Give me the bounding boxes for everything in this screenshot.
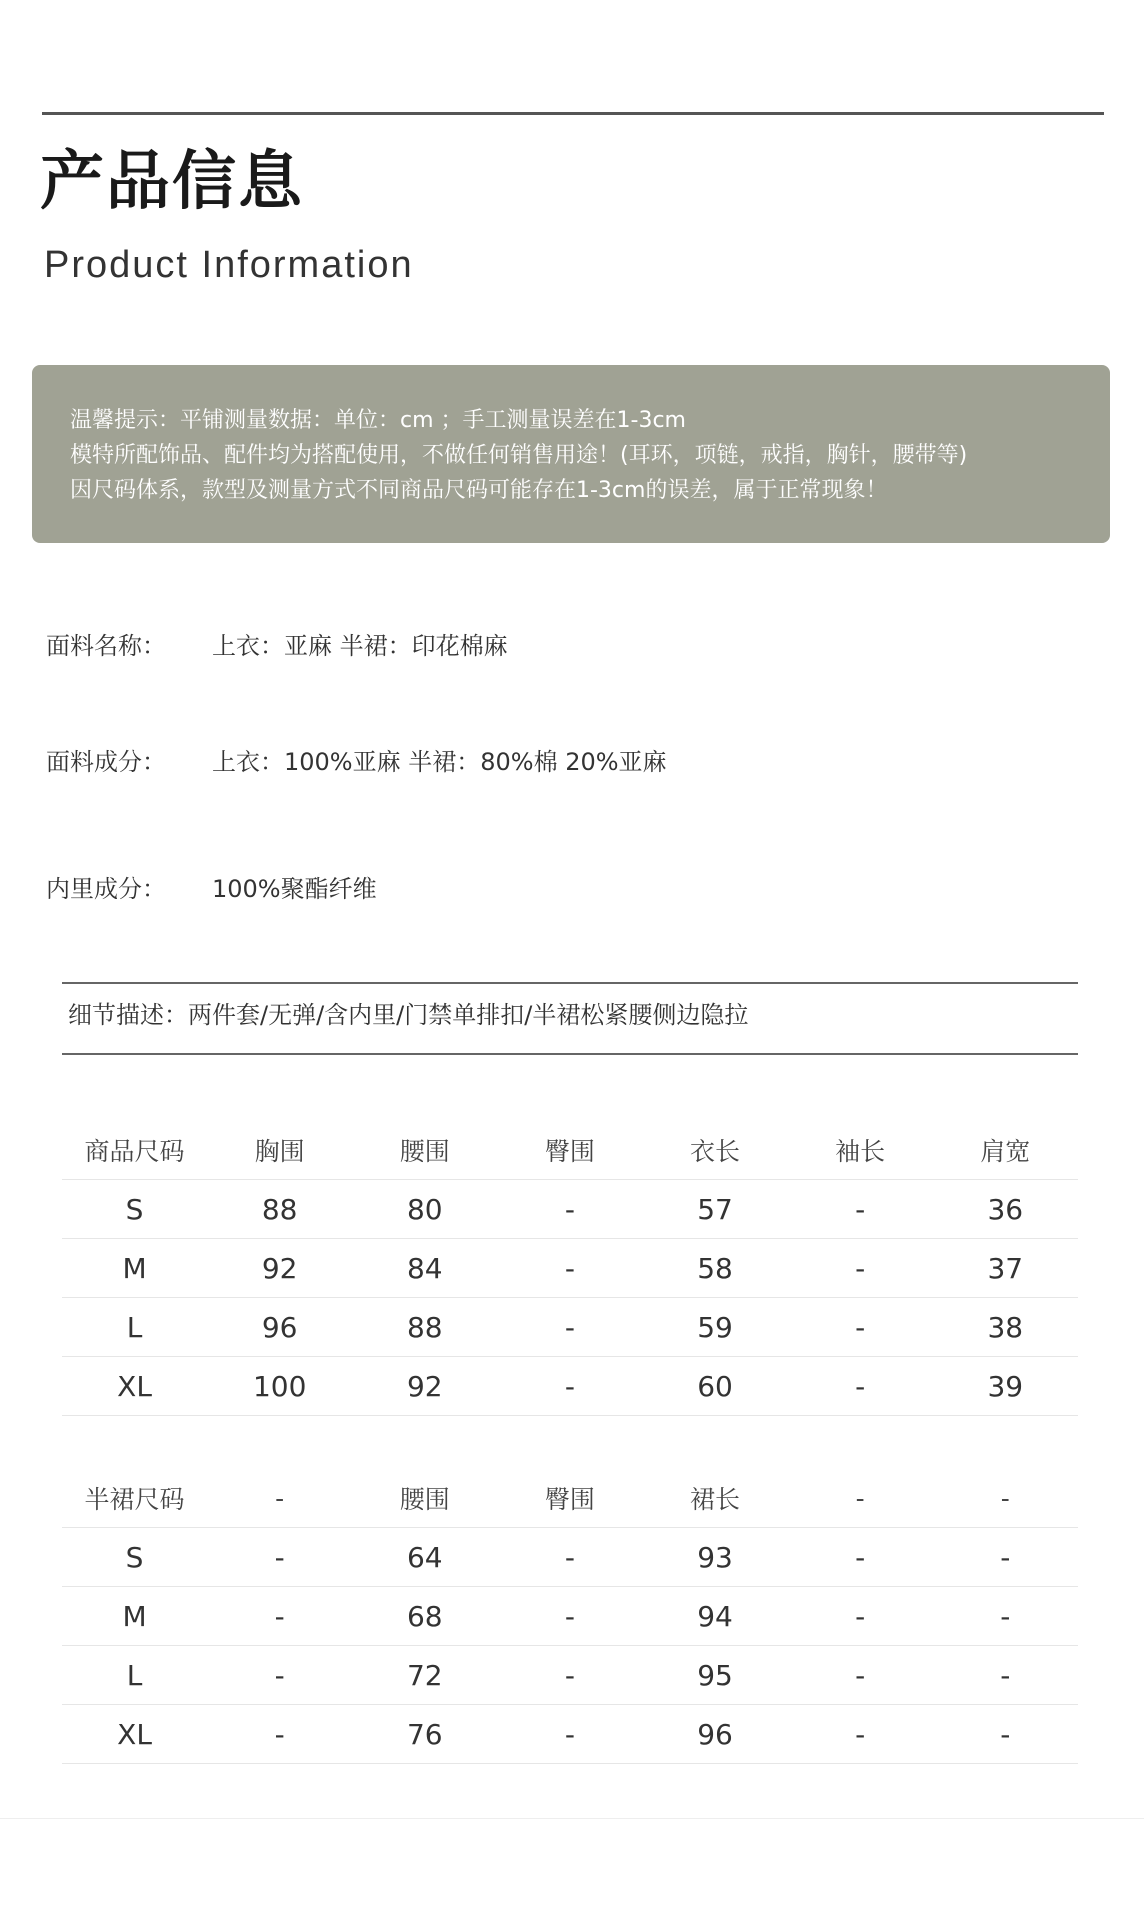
table-row [62,1705,1078,1764]
detail-description: 细节描述：两件套/无弹/含内里/门禁单排扣/半裙松紧腰侧边隐拉 [68,1001,749,1029]
notice-line: 温馨提示：平铺测量数据：单位：cm ；手工测量误差在1-3cm [70,408,686,433]
table-row [62,1298,1078,1357]
table-header-row [62,1469,1078,1528]
table-cell: 96 [261,1310,298,1344]
table-cell: 64 [406,1540,443,1574]
table-cell: 80 [406,1192,443,1226]
table-cell: 76 [406,1717,443,1751]
table-row [62,1239,1078,1298]
table-cell: 93 [697,1540,733,1574]
top-divider [42,112,1104,115]
table-cell: 88 [261,1192,298,1226]
table-cell: - [855,1717,866,1751]
table-cell: XL [117,1717,152,1751]
table-cell: - [564,1369,575,1403]
table-cell: 95 [697,1658,733,1692]
table-cell: 38 [987,1310,1024,1344]
spec-lining-composition [46,877,377,901]
table-cell: - [855,1310,866,1344]
spec-value: 上衣：100%亚麻 半裙：80%棉 20%亚麻 [212,748,667,776]
table-cell: S [125,1192,144,1226]
table-cell: 92 [261,1251,298,1285]
detail-divider-top [62,982,1078,984]
table-row [62,1646,1078,1705]
table-cell: 68 [406,1599,443,1633]
header-cell: - [855,1483,865,1513]
table-cell: - [274,1599,285,1633]
table-cell: S [125,1540,144,1574]
header-cell: 袖长 [835,1137,886,1166]
header-cell: - [275,1483,285,1513]
spec-value: 100%聚酯纤维 [212,875,377,903]
table-header-row [62,1121,1078,1180]
table-cell: - [274,1658,285,1692]
header-cell: 衣长 [690,1137,741,1166]
header-cell: 半裙尺码 [84,1485,185,1514]
table-cell: - [564,1599,575,1633]
table-cell: 72 [406,1658,443,1692]
table-cell: - [564,1540,575,1574]
notice-box [32,365,1110,543]
table-cell: 36 [987,1192,1024,1226]
table-cell: 88 [406,1310,443,1344]
table-row [62,1587,1078,1646]
table-cell: - [1000,1599,1011,1633]
table-cell: - [855,1251,866,1285]
notice-line: 模特所配饰品、配件均为搭配使用，不做任何销售用途！(耳环，项链，戒指，胸针，腰带等) [70,443,968,468]
table-cell: - [855,1540,866,1574]
bottom-divider [0,1818,1144,1819]
table-cell: M [122,1251,147,1285]
detail-divider-bottom [62,1053,1078,1055]
table-cell: 39 [987,1369,1024,1403]
page-subtitle: Product Information [44,244,414,286]
spec-label: 面料成分： [46,748,166,776]
table-cell: - [855,1599,866,1633]
table-cell: - [1000,1717,1011,1751]
table-cell: 37 [987,1251,1024,1285]
spec-fabric-name [46,634,508,658]
table-cell: - [564,1658,575,1692]
table-cell: L [126,1310,143,1344]
header-cell: 臀围 [544,1137,595,1166]
table-cell: - [1000,1658,1011,1692]
spec-label: 面料名称： [46,632,166,660]
skirt-size-table [62,1469,1078,1764]
top-size-table [62,1121,1078,1416]
header-cell: 臀围 [544,1485,595,1514]
spec-fabric-composition [46,750,667,774]
table-cell: 84 [406,1251,443,1285]
header-cell: 腰围 [399,1485,450,1514]
table-cell: M [122,1599,147,1633]
table-cell: 60 [697,1369,733,1403]
spec-label: 内里成分： [46,875,166,903]
table-cell: - [855,1658,866,1692]
header-cell: 胸围 [254,1137,305,1166]
table-cell: - [564,1717,575,1751]
header-cell: 腰围 [399,1137,450,1166]
table-cell: 96 [697,1717,733,1751]
table-cell: 58 [697,1251,733,1285]
page-title: 产品信息 [40,145,304,219]
table-cell: 57 [697,1192,733,1226]
header-cell: 裙长 [690,1485,741,1514]
table-cell: 92 [406,1369,443,1403]
table-cell: - [564,1192,575,1226]
table-cell: 94 [697,1599,733,1633]
table-cell: - [855,1369,866,1403]
table-cell: XL [117,1369,152,1403]
table-row [62,1357,1078,1416]
header-cell: - [1000,1483,1010,1513]
table-cell: - [564,1310,575,1344]
table-cell: - [274,1540,285,1574]
table-cell: 100 [252,1369,307,1403]
table-cell: - [855,1192,866,1226]
header-cell: 肩宽 [980,1137,1031,1166]
table-cell: - [274,1717,285,1751]
table-cell: - [564,1251,575,1285]
spec-value: 上衣：亚麻 半裙：印花棉麻 [212,632,508,660]
notice-line: 因尺码体系，款型及测量方式不同商品尺码可能存在1-3cm的误差，属于正常现象！ [70,478,888,503]
table-cell: 59 [697,1310,733,1344]
table-cell: - [1000,1540,1011,1574]
table-row [62,1180,1078,1239]
table-cell: L [126,1658,143,1692]
table-row [62,1528,1078,1587]
header-cell: 商品尺码 [84,1137,185,1166]
